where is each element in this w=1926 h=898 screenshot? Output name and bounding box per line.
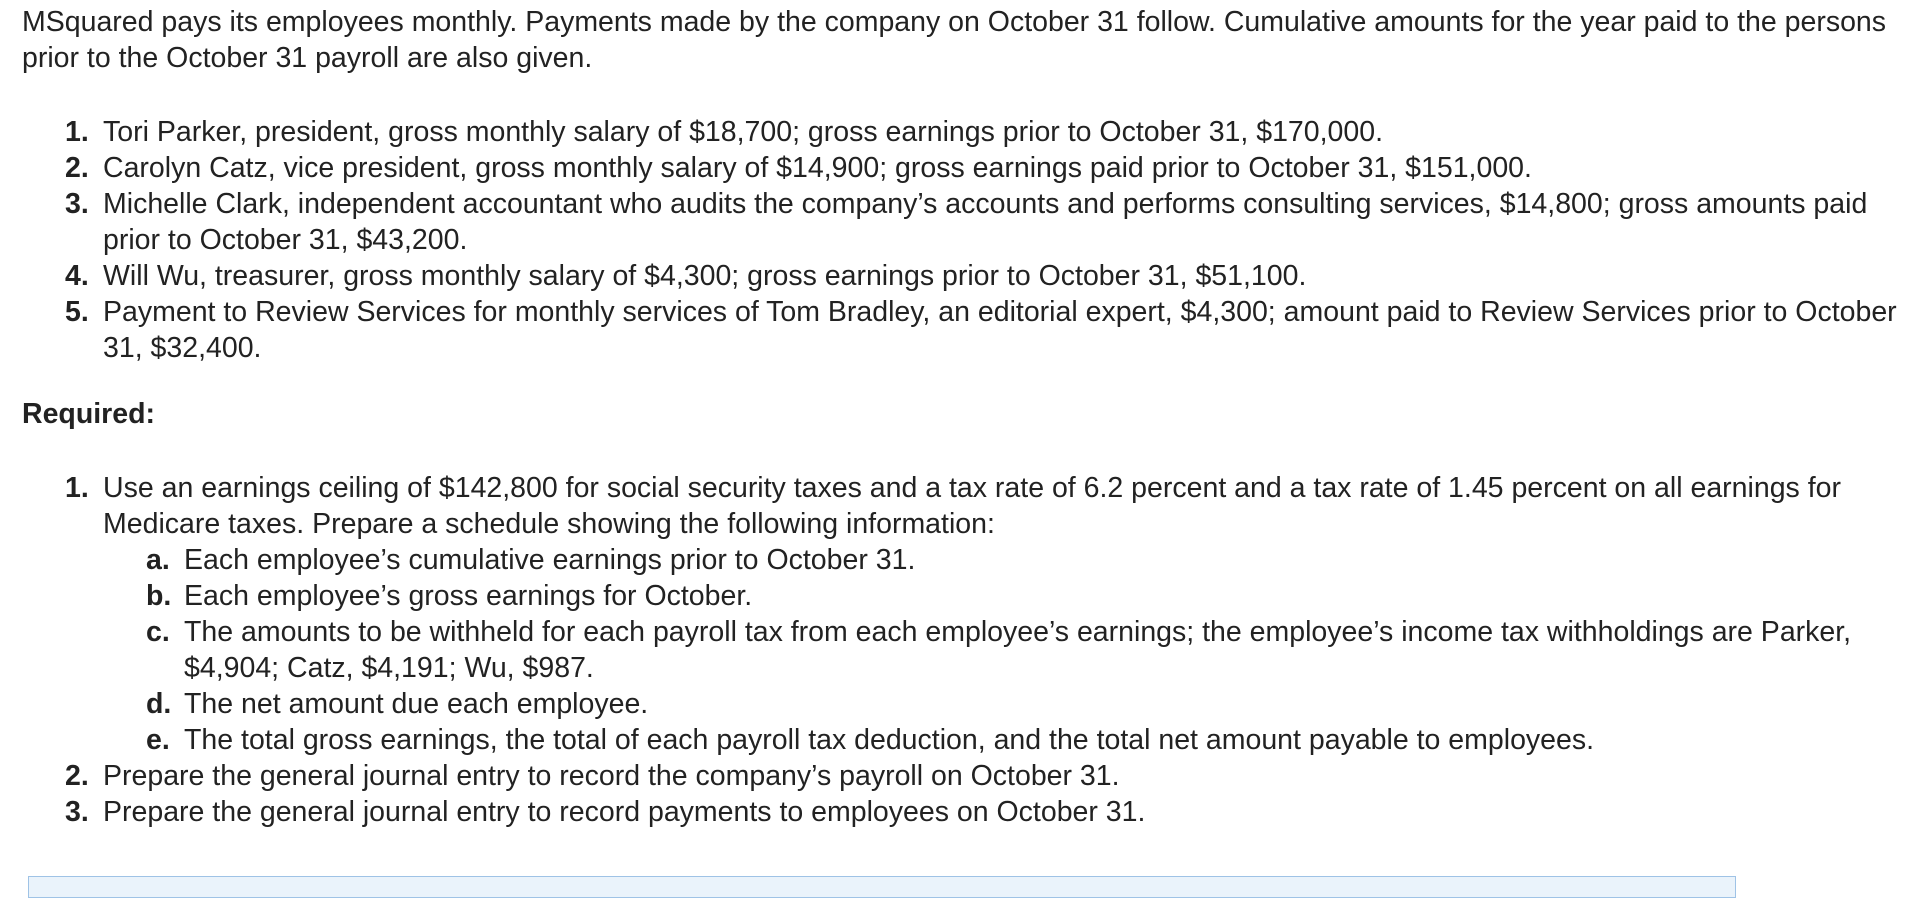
item-number: 2.: [65, 152, 89, 184]
sub-item-text: Each employee’s gross earnings for October.: [184, 580, 753, 612]
sub-item-letter: b.: [146, 580, 172, 612]
item-text: Carolyn Catz, vice president, gross monthly salary of $14,900; gross earnings paid prior to October 31, $151,000.: [103, 152, 1532, 184]
item-text: Prepare the general journal entry to record the company’s payroll on October 31.: [103, 760, 1120, 792]
list-item: [22, 258, 1902, 294]
payments-list: [22, 114, 1902, 366]
required-list: [22, 470, 1902, 830]
item-number: 4.: [65, 260, 89, 292]
sub-item-letter: e.: [146, 724, 170, 756]
problem-statement: [22, 4, 1902, 830]
sub-item-letter: d.: [146, 688, 172, 720]
item-text: Michelle Clark, independent accountant who audits the company’s accounts and performs consulting services, $14,800; gross amounts paid prior to October 31, $43,200.: [103, 188, 1868, 256]
sub-list-item: [103, 722, 1902, 758]
sub-item-text: Each employee’s cumulative earnings prior to October 31.: [184, 544, 916, 576]
sub-list-item: [103, 686, 1902, 722]
list-item: [22, 470, 1902, 758]
sub-list-item: [103, 578, 1902, 614]
sub-list: [103, 542, 1902, 758]
sub-item-letter: a.: [146, 544, 170, 576]
list-item: [22, 758, 1902, 794]
sub-item-letter: c.: [146, 616, 170, 648]
item-number: 3.: [65, 188, 89, 220]
required-heading: Required:: [22, 398, 156, 430]
item-number: 3.: [65, 796, 89, 828]
item-text: Use an earnings ceiling of $142,800 for social security taxes and a tax rate of 6.2 percent and a tax rate of 1.45 percent on all earnings for Medicare taxes. Prepare a schedule showing the following information:: [103, 472, 1841, 540]
item-text: Will Wu, treasurer, gross monthly salary of $4,300; gross earnings prior to October 31, $51,100.: [103, 260, 1307, 292]
item-text: Tori Parker, president, gross monthly salary of $18,700; gross earnings prior to October 31, $170,000.: [103, 116, 1384, 148]
item-text: Payment to Review Services for monthly services of Tom Bradley, an editorial expert, $4,300; amount paid to Review Services prior to October 31, $32,400.: [103, 296, 1897, 364]
answer-panel-edge: [28, 876, 1736, 898]
sub-list-item: [103, 614, 1902, 686]
list-item: [22, 186, 1902, 258]
sub-item-text: The net amount due each employee.: [184, 688, 649, 720]
sub-list-item: [103, 542, 1902, 578]
list-item: [22, 114, 1902, 150]
list-item: [22, 294, 1902, 366]
list-item: [22, 150, 1902, 186]
list-item: [22, 794, 1902, 830]
intro-paragraph: MSquared pays its employees monthly. Payments made by the company on October 31 follow. Cumulative amounts for the year paid to the persons prior to the October 31 payroll are also given.: [22, 6, 1887, 74]
item-number: 5.: [65, 296, 89, 328]
item-text: Prepare the general journal entry to record payments to employees on October 31.: [103, 796, 1146, 828]
sub-item-text: The amounts to be withheld for each payroll tax from each employee’s earnings; the employee’s income tax withholdings are Parker, $4,904; Catz, $4,191; Wu, $987.: [184, 616, 1852, 684]
item-number: 2.: [65, 760, 89, 792]
sub-item-text: The total gross earnings, the total of each payroll tax deduction, and the total net amount payable to employees.: [184, 724, 1595, 756]
item-number: 1.: [65, 116, 89, 148]
item-number: 1.: [65, 472, 89, 504]
